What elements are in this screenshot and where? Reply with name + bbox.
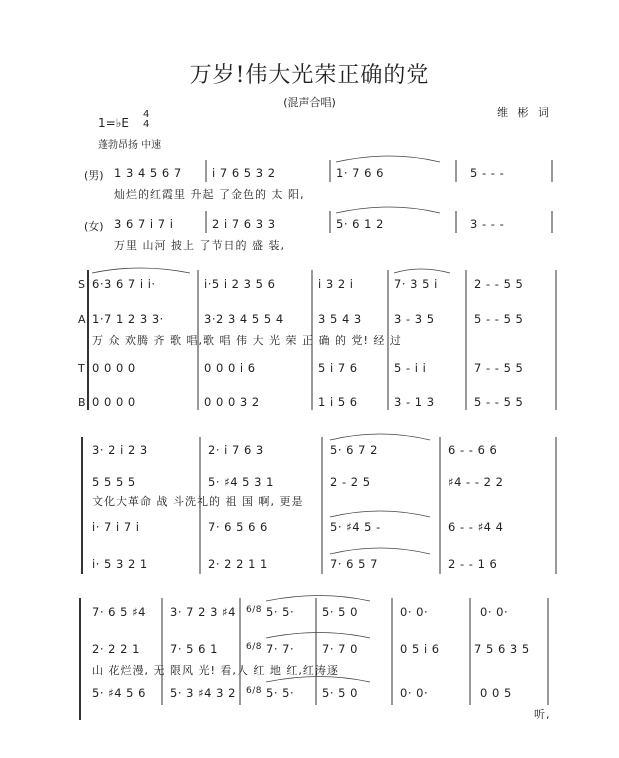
notes-bar: 7 5 6 3 5 — [474, 642, 530, 656]
notes-bar: 2 i 7 6 3 3 — [212, 217, 276, 231]
notes-bar: 0· 0· — [480, 605, 509, 619]
notes-bar: 2 - - 1 6 — [448, 557, 498, 571]
part-label-tenor: T — [78, 362, 85, 375]
notes-bar: 3 6 7 i 7 i — [114, 217, 174, 231]
key-signature: 1=♭E — [98, 116, 129, 130]
notes-bar: 6 - - ♯4 4 — [448, 520, 504, 534]
notes-bar: i 3 2 i — [318, 277, 354, 291]
part-label-bass: B — [78, 396, 86, 409]
notes-bar: 5 5 5 5 — [92, 475, 136, 489]
notes-bar: 0 0 5 — [480, 686, 512, 700]
notes-bar: 7 - - 5 5 — [474, 361, 524, 375]
notes-bar: 5· 3 ♯4 3 2 — [170, 686, 236, 700]
notes-bar: i· 5 3 2 1 — [92, 557, 148, 571]
notes-bar: 1·7 1 2 3 3· — [92, 312, 164, 326]
lyrics-line: 万里 山河 披上 了节日的 盛 装, — [114, 239, 285, 252]
tempo-marking: 蓬勃昂扬 中速 — [98, 140, 162, 151]
notes-bar: 7· 6 5 6 6 — [208, 520, 268, 534]
notes-bar: 5· 5 0 — [322, 605, 358, 619]
notes-bar: 7· 5 6 1 — [170, 642, 218, 656]
notes-bar: 6 - - 6 6 — [448, 443, 498, 457]
notes-bar: 5· ♯4 5 - — [330, 520, 381, 534]
notes-bar: 2· 2 2 1 1 — [208, 557, 268, 571]
notes-bar: 0 5 i 6 — [400, 642, 440, 656]
notes-bar: 3· 7 2 3 ♯4 — [170, 605, 236, 619]
notes-bar: 5 - - 5 5 — [474, 395, 524, 409]
notes-bar: 0 0 0 3 2 — [204, 395, 260, 409]
notes-bar: 1 i 5 6 — [318, 395, 358, 409]
notes-bar: 2· i 7 6 3 — [208, 443, 264, 457]
barlines — [80, 160, 556, 720]
notes-bar: 5· 5 0 — [322, 686, 358, 700]
notes-bar: 1· 7 6 6 — [336, 166, 384, 180]
notes-bar: 3 5 4 3 — [318, 312, 362, 326]
notes-bar: 5· 6 1 2 — [336, 217, 384, 231]
slurs — [92, 156, 450, 682]
notes-bar: 6·3 6 7 i i· — [92, 277, 156, 291]
lyrics-line: 灿烂的红霞里 升起 了金色的 太 阳, — [114, 188, 305, 201]
meter-top: 4 — [143, 109, 150, 120]
notes-bar: 3 - - - — [470, 217, 505, 231]
time-signature-change: 6/8 — [246, 686, 262, 696]
part-label-soprano: S — [78, 278, 85, 291]
notes-bar: 5· ♯4 5 3 1 — [208, 475, 274, 489]
time-signature-change: 6/8 — [246, 605, 262, 615]
part-label-men: (男) — [84, 169, 104, 182]
notes-bar: 0 0 0 0 — [92, 395, 136, 409]
notes-bar: 7· 3 5 i — [394, 277, 438, 291]
lyrics-line: 万 众 欢腾 齐 歌 唱,歌 唱 伟 大 光 荣 正 确 的 党! 经 过 — [92, 334, 402, 347]
time-signature-change: 6/8 — [246, 642, 262, 652]
notes-bar: 3·2 3 4 5 5 4 — [204, 312, 284, 326]
notes-bar: 5 - - 5 5 — [474, 312, 524, 326]
notes-bar: i· 7 i 7 i — [92, 520, 140, 534]
notes-bar: 2· 2 2 1 — [92, 642, 140, 656]
notes-bar: ♯4 - - 2 2 — [448, 475, 504, 489]
song-subtitle: (混声合唱) — [283, 96, 336, 109]
notes-bar: 0· 0· — [400, 686, 429, 700]
notes-bar: 3 - 3 5 — [394, 312, 435, 326]
notes-bar: 5· 6 7 2 — [330, 443, 378, 457]
notes-bar: i·5 i 2 3 5 6 — [204, 277, 276, 291]
song-title: 万岁!伟大光荣正确的党 — [189, 63, 430, 88]
lyricist-credit: 维 彬 词 — [497, 106, 552, 119]
notes-bar: 5· ♯4 5 6 — [92, 686, 146, 700]
notes-bar: 1 3 4 5 6 7 — [114, 166, 182, 180]
notes-bar: 2 - 2 5 — [330, 475, 371, 489]
notes-bar: 5 - i i — [394, 361, 427, 375]
notes-bar: 5 i 7 6 — [318, 361, 358, 375]
notes-bar: 2 - - 5 5 — [474, 277, 524, 291]
notes-bar: 3· 2 i 2 3 — [92, 443, 148, 457]
lyrics-line: 山 花烂漫, 无 限风 光! 看,人 红 地 红,红涛逐 — [92, 664, 339, 677]
meter-bottom: 4 — [143, 119, 150, 130]
notes-bar: 0· 0· — [400, 605, 429, 619]
lyrics-line: 文化大革命 战 斗洗礼的 祖 国 啊, 更是 — [92, 495, 304, 508]
lyrics-line: 听, — [534, 708, 551, 721]
notes-bar: 7· 6 5 ♯4 — [92, 605, 146, 619]
notes-bar: 5· 5· — [266, 686, 295, 700]
notes-bar: 0 0 0 i 6 — [204, 361, 256, 375]
notes-bar: 7· 7· — [266, 642, 295, 656]
notes-bar: 3 - 1 3 — [394, 395, 435, 409]
notes-bar: 7· 6 5 7 — [330, 557, 378, 571]
notes-bar: 0 0 0 0 — [92, 361, 136, 375]
notes-bar: 5· 5· — [266, 605, 295, 619]
part-label-women: (女) — [84, 220, 104, 233]
notes-bar: 7· 7 0 — [322, 642, 358, 656]
part-label-alto: A — [78, 313, 86, 326]
notes-bar: 5 - - - — [470, 166, 505, 180]
notes-bar: i 7 6 5 3 2 — [212, 166, 276, 180]
